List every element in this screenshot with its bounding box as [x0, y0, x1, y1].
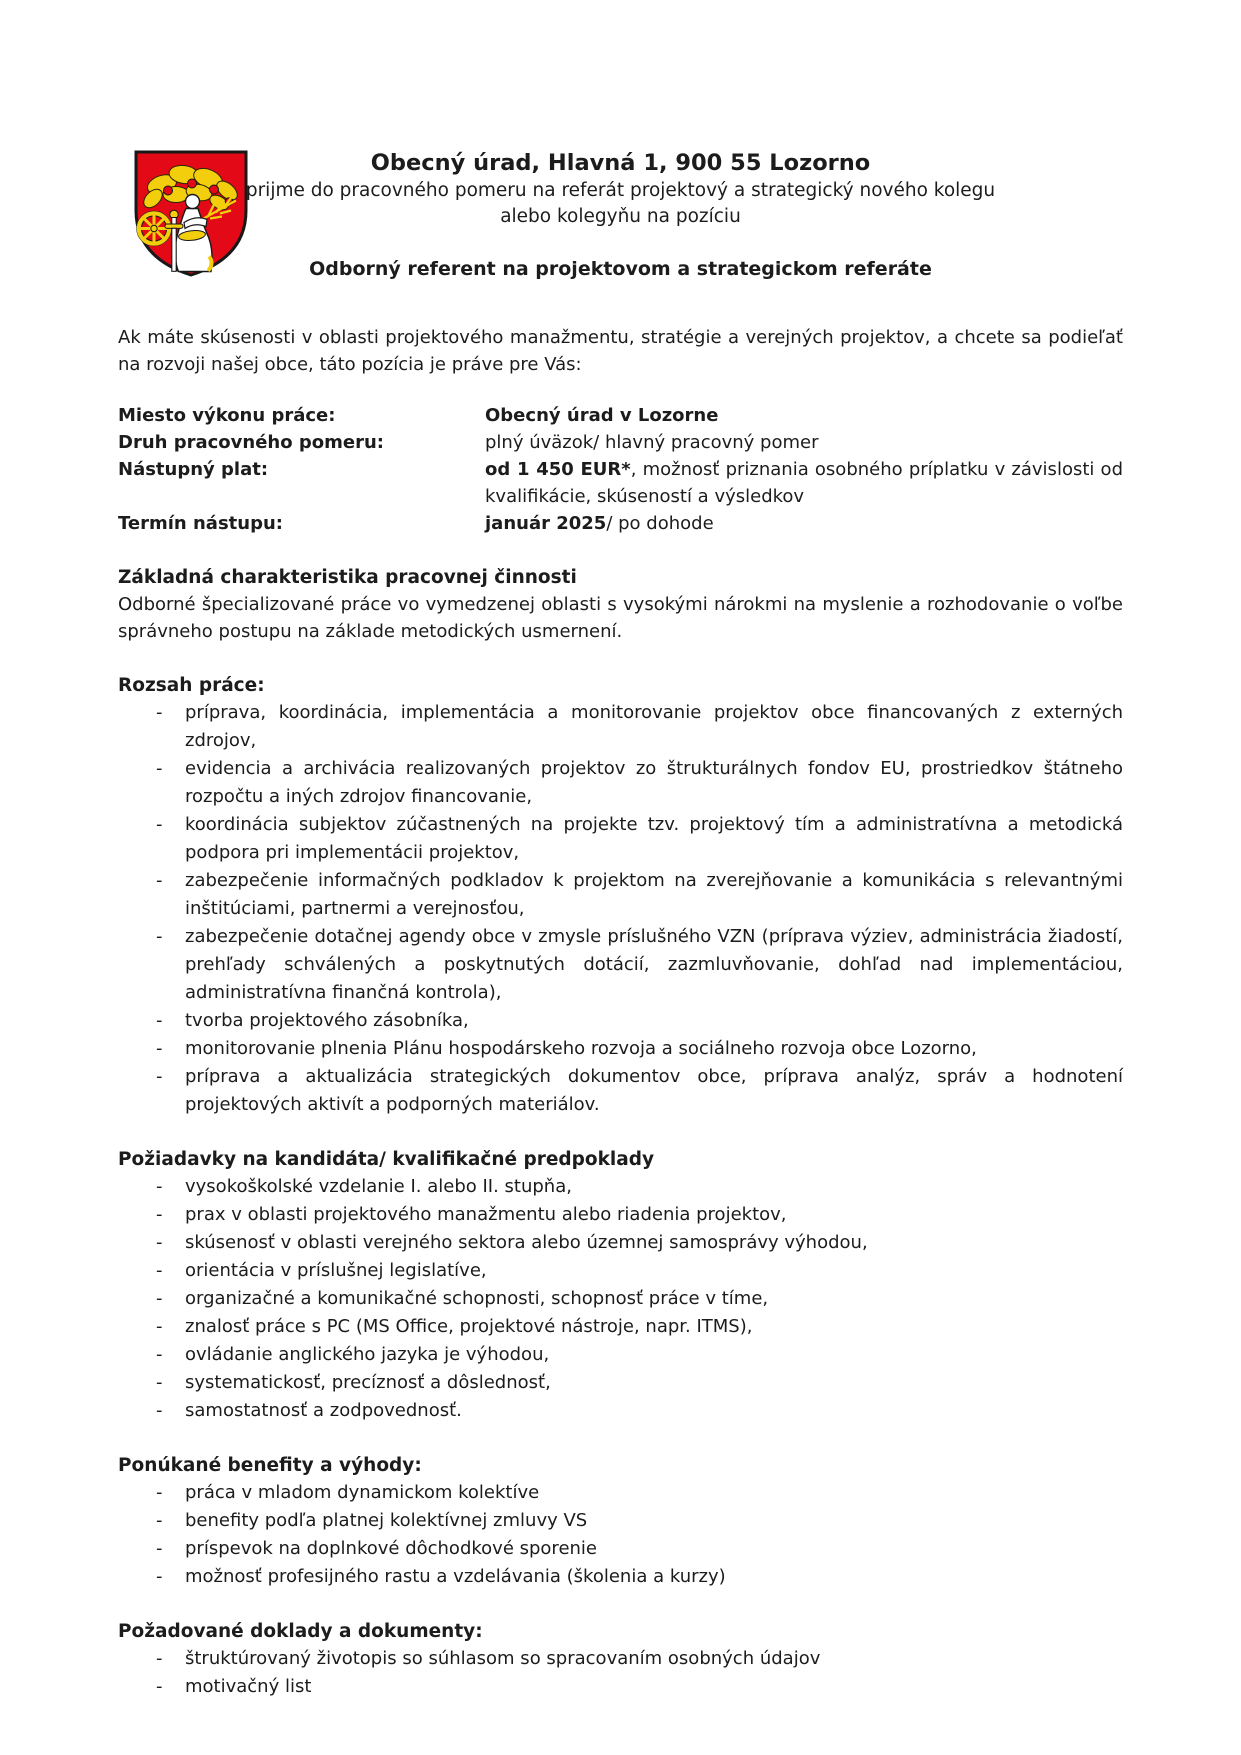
bullet-item: - monitorovanie plnenia Plánu hospodárskeho rozvoja a sociálneho rozvoja obce Lozorno, [118, 1035, 1123, 1063]
bullet-list-benefits [118, 1479, 1123, 1591]
document-content [118, 148, 1123, 1701]
bullet-item: - orientácia v príslušnej legislatíve, [118, 1257, 1123, 1285]
section-benefits [118, 1452, 1123, 1591]
section-heading: Ponúkané benefity a výhody: [118, 1455, 422, 1476]
bullet-item: - možnosť profesijného rastu a vzdelávania (školenia a kurzy) [118, 1563, 1123, 1591]
bullet-item: - skúsenosť v oblasti verejného sektora alebo územnej samosprávy výhodou, [118, 1229, 1123, 1257]
bullet-list-required-documents [118, 1645, 1123, 1701]
bullet-item: - koordinácia subjektov zúčastnených na projekte tzv. projektový tím a administratívna a metodická podpora pri implementácii projektov, [118, 811, 1123, 867]
bullet-item: - motivačný list [118, 1673, 1123, 1701]
section-candidate-requirements [118, 1146, 1123, 1425]
org-title: Obecný úrad, Hlavná 1, 900 55 Lozorno [370, 150, 871, 176]
bullet-item: - práca v mladom dynamickom kolektíve [118, 1479, 1123, 1507]
bullet-item: - zabezpečenie dotačnej agendy obce v zmysle príslušného VZN (príprava výziev, administrácia žiadostí, prehľady schválených a poskytnutých dotácií, zazmluvňovanie, dohľad nad implementáciou, administratívna finančná kontrola), [118, 923, 1123, 1007]
section-required-documents [118, 1618, 1123, 1701]
detail-value-strong: Obecný úrad v Lozorne [485, 405, 719, 426]
header-intro-line-1: prijme do pracovného pomeru na referát projektový a strategický nového kolegu [245, 180, 996, 201]
lead-paragraph: Ak máte skúsenosti v oblasti projektového manažmentu, stratégie a verejných projektov, a chcete sa podieľať na rozvoji našej obce, táto pozícia je práve pre Vás: [118, 327, 1123, 375]
detail-value-rest: , možnosť priznania osobného príplatku v závislosti od kvalifikácie, skúseností a výsledkov [485, 459, 1123, 507]
bullet-list-scope-of-work [118, 699, 1123, 1119]
detail-value-strong: od 1 450 EUR* [485, 459, 631, 480]
detail-row-place-of-work [118, 402, 1123, 429]
detail-value [485, 456, 1123, 510]
bullet-item: - vysokoškolské vzdelanie I. alebo II. stupňa, [118, 1173, 1123, 1201]
bullet-item: - samostatnosť a zodpovednosť. [118, 1397, 1123, 1425]
bullet-item: - zabezpečenie informačných podkladov k projektom na zverejňovanie a komunikácia s relevantnými inštitúciami, partnermi a verejnosťou, [118, 867, 1123, 923]
detail-label: Nástupný plat: [118, 459, 269, 480]
bullet-item: - benefity podľa platnej kolektívnej zmluvy VS [118, 1507, 1123, 1535]
header-intro-line-2: alebo kolegyňu na pozíciu [500, 206, 741, 227]
section-heading: Požadované doklady a dokumenty: [118, 1621, 483, 1642]
section-paragraph: Odborné špecializované práce vo vymedzenej oblasti s vysokými nárokmi na myslenie a rozhodovanie o voľbe správneho postupu na základe metodických usmernení. [118, 594, 1123, 642]
detail-row-start-date [118, 510, 1123, 537]
detail-value [485, 510, 1123, 537]
section-scope-of-work [118, 672, 1123, 1119]
detail-value [485, 402, 1123, 429]
detail-value-rest: / po dohode [606, 513, 714, 534]
bullet-item: - štruktúrovaný životopis so súhlasom so spracovaním osobných údajov [118, 1645, 1123, 1673]
section-job-characteristics [118, 564, 1123, 645]
bullet-item: - tvorba projektového zásobníka, [118, 1007, 1123, 1035]
bullet-item: - príspevok na doplnkové dôchodkové sporenie [118, 1535, 1123, 1563]
bullet-item: - organizačné a komunikačné schopnosti, schopnosť práce v tíme, [118, 1285, 1123, 1313]
section-heading: Požiadavky na kandidáta/ kvalifikačné predpoklady [118, 1149, 655, 1170]
bullet-item: - znalosť práce s PC (MS Office, projektové nástroje, napr. ITMS), [118, 1313, 1123, 1341]
document-header [118, 148, 1123, 282]
detail-value [485, 429, 1123, 456]
bullet-item: - príprava a aktualizácia strategických dokumentov obce, príprava analýz, správ a hodnotení projektových aktivít a podporných materiálov. [118, 1063, 1123, 1119]
position-title: Odborný referent na projektovom a strategickom referáte [309, 258, 932, 280]
detail-label: Termín nástupu: [118, 513, 283, 534]
detail-row-employment-type [118, 429, 1123, 456]
detail-value-rest: plný úväzok/ hlavný pracovný pomer [485, 432, 819, 453]
job-details-table [118, 402, 1123, 537]
detail-label: Druh pracovného pomeru: [118, 432, 384, 453]
bullet-item: - systematickosť, precíznosť a dôslednosť, [118, 1369, 1123, 1397]
bullet-list-candidate-requirements [118, 1173, 1123, 1425]
section-heading: Rozsah práce: [118, 675, 265, 696]
detail-value-strong: január 2025 [485, 513, 607, 534]
bullet-item: - evidencia a archivácia realizovaných projektov zo štrukturálnych fondov EU, prostriedkov štátneho rozpočtu a iných zdrojov financovanie, [118, 755, 1123, 811]
bullet-item: - príprava, koordinácia, implementácia a monitorovanie projektov obce financovaných z externých zdrojov, [118, 699, 1123, 755]
detail-row-starting-salary [118, 456, 1123, 510]
section-heading: Základná charakteristika pracovnej činnosti [118, 567, 577, 588]
detail-label: Miesto výkonu práce: [118, 405, 336, 426]
bullet-item: - prax v oblasti projektového manažmentu alebo riadenia projektov, [118, 1201, 1123, 1229]
bullet-item: - ovládanie anglického jazyka je výhodou, [118, 1341, 1123, 1369]
